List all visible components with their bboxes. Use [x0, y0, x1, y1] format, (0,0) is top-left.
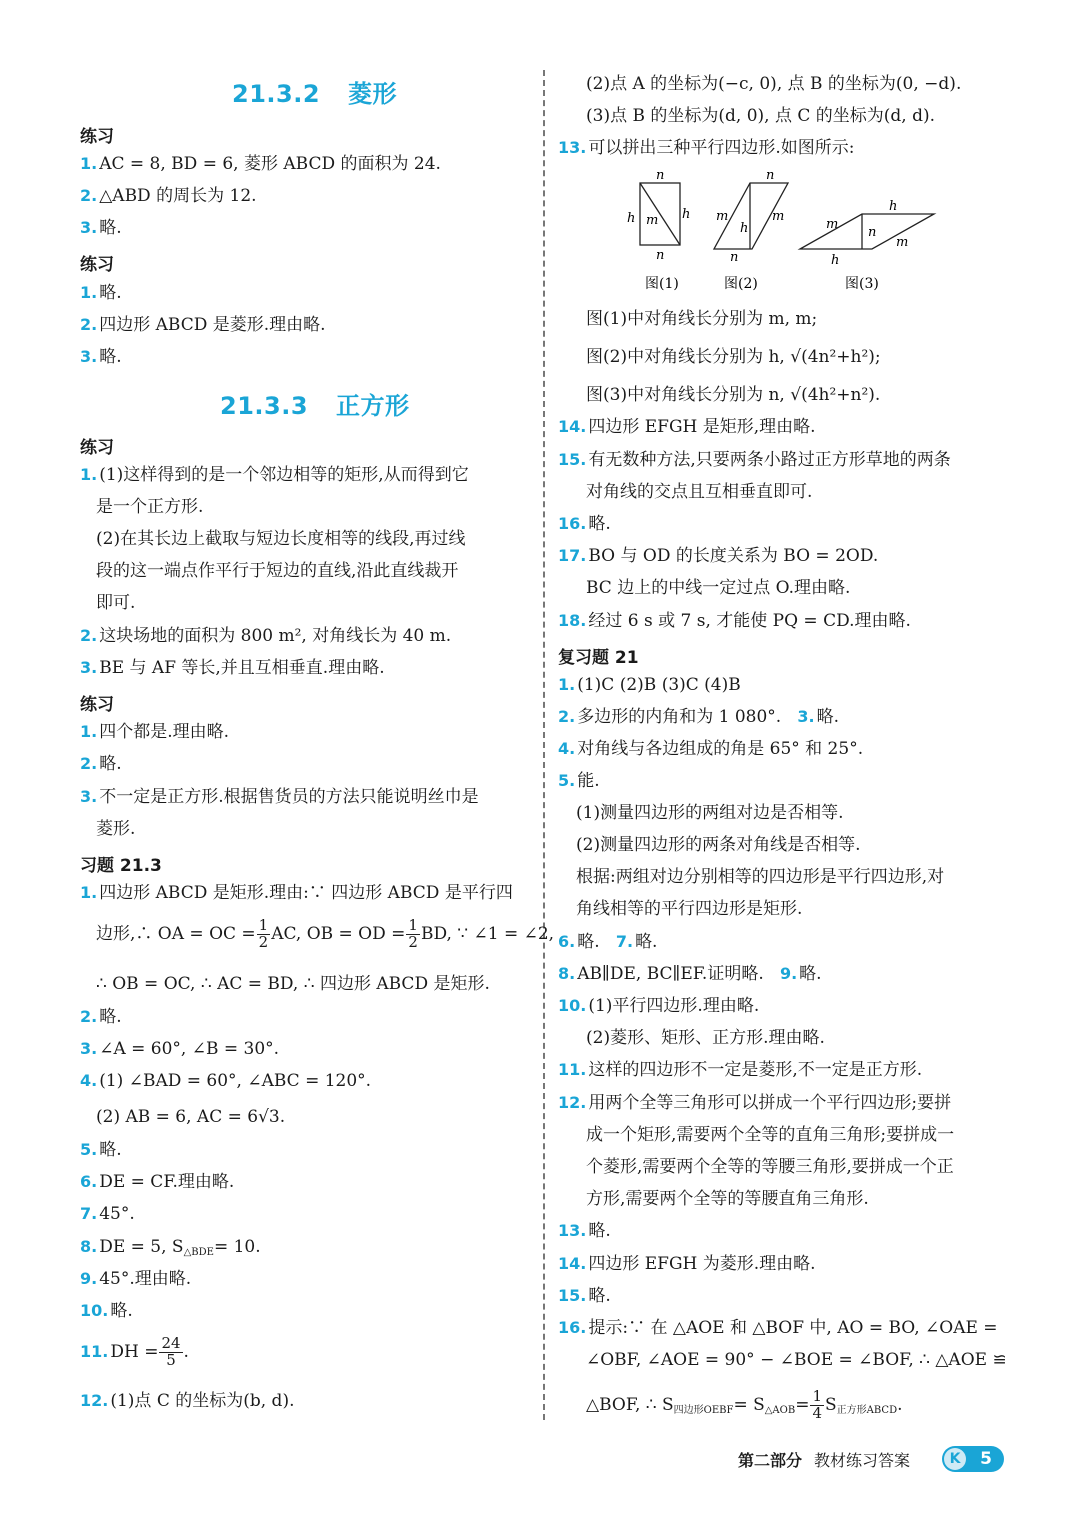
figure3-label-h-top: h — [889, 199, 898, 214]
answer-line: 3. 不一定是正方形.根据售货员的方法只能说明丝巾是 — [80, 787, 479, 807]
section-title-21-3-2: 21.3.2 菱形 — [232, 80, 398, 108]
answer-line: 6. 略. 7. 略. — [558, 932, 658, 952]
answer-line: 2. 略. — [80, 754, 122, 774]
answer-line: 4. 对角线与各边组成的角是 65° 和 25°. — [558, 739, 864, 759]
answer-line: 3. ∠A = 60°, ∠B = 30°. — [80, 1039, 280, 1059]
question-number: 15. — [558, 1286, 587, 1305]
practice-heading: 练习 — [80, 438, 114, 458]
page-number: 5 — [980, 1449, 992, 1469]
question-number: 14. — [558, 417, 587, 436]
figure2-label-m-right: m — [772, 209, 785, 224]
answer-line: 15. 有无数种方法,只要两条小路过正方形草地的两条 — [558, 450, 951, 470]
answer-line: 16. 提示:∵ 在 △AOE 和 △BOF 中, AO = BO, ∠OAE = — [558, 1318, 998, 1338]
parallelogram-figure — [600, 170, 940, 295]
answer-line: 图(1)中对角线长分别为 m, m; — [586, 309, 818, 329]
answer-line: 1. 四个都是.理由略. — [80, 722, 230, 742]
figure1-label-h-right: h — [682, 207, 691, 222]
answer-line: 2. 略. — [80, 1007, 122, 1027]
figure1-label-n-bottom: n — [656, 248, 665, 263]
answer-line: 18. 经过 6 s 或 7 s, 才能使 PQ = CD.理由略. — [558, 611, 911, 631]
answer-line-with-fraction: 11. DH = $\frac{24}{5}$ . — [80, 1334, 189, 1369]
figure2-label-m-left: m — [716, 209, 729, 224]
question-number: 2. — [80, 315, 98, 334]
question-number: 1. — [558, 675, 576, 694]
answer-line: 成一个矩形,需要两个全等的直角三角形;要拼成一 — [586, 1125, 955, 1145]
question-number: 1. — [80, 154, 98, 173]
question-number: 14. — [558, 1254, 587, 1273]
question-number: 3. — [80, 218, 98, 237]
question-number: 9. — [80, 1269, 98, 1288]
answer-line: 4. (1) ∠BAD = 60°, ∠ABC = 120°. — [80, 1071, 372, 1091]
answer-line: 3. BE 与 AF 等长,并且互相垂直.理由略. — [80, 658, 385, 678]
question-number: 11. — [558, 1060, 587, 1079]
answer-line: 5. 能. — [558, 771, 600, 791]
answer-line: 12. 用两个全等三角形可以拼成一个平行四边形;要拼 — [558, 1093, 952, 1113]
answer-line: 2. 四边形 ABCD 是菱形.理由略. — [80, 315, 326, 335]
answer-line: 角线相等的平行四边形是矩形. — [576, 899, 803, 919]
footer-name: 教材练习答案 — [814, 1451, 911, 1470]
practice-heading: 练习 — [80, 255, 114, 275]
question-number: 9. — [779, 964, 798, 983]
figure3-label-n: n — [868, 225, 877, 240]
answer-line: 图(2)中对角线长分别为 h, √(4n²+h²); — [586, 347, 881, 367]
figure3-label-m-left: m — [826, 217, 839, 232]
answer-line: ∴ OB = OC, ∴ AC = BD, ∴ 四边形 ABCD 是矩形. — [96, 974, 490, 994]
answer-line: (1)测量四边形的两组对边是否相等. — [576, 803, 844, 823]
question-number: 10. — [558, 996, 587, 1015]
answer-line: 2. 多边形的内角和为 1 080°. 3. 略. — [558, 707, 840, 727]
question-number: 3. — [80, 787, 98, 806]
question-number: 1. — [80, 722, 98, 741]
exercise-heading: 习题 21.3 — [80, 856, 162, 876]
answer-line: 3. 略. — [80, 347, 122, 367]
question-number: 5. — [558, 771, 576, 790]
answer-line: 8. AB∥DE, BC∥EF.证明略. 9. 略. — [558, 964, 822, 984]
question-number: 17. — [558, 546, 587, 565]
answer-line: ∠OBF, ∠AOE = 90° − ∠BOE = ∠BOF, ∴ △AOE ≌ — [586, 1350, 1007, 1370]
footer-part: 第二部分 — [738, 1451, 803, 1470]
review-heading: 复习题 21 — [558, 648, 639, 668]
answer-line: 2. △ABD 的周长为 12. — [80, 186, 257, 206]
answer-line: 1. 略. — [80, 283, 122, 303]
question-number: 5. — [80, 1140, 98, 1159]
answer-line: 对角线的交点且互相垂直即可. — [586, 482, 813, 502]
answer-line: 17. BO 与 OD 的长度关系为 BO = 2OD. — [558, 546, 879, 566]
answer-line-with-fraction: △BOF, ∴ $S_{四边形OEBF}= S_{\triangle AOB}=$ $\frac{1}{4}$ $S_{正方形ABCD}$. — [586, 1387, 903, 1422]
question-number: 13. — [558, 138, 587, 157]
question-number: 2. — [80, 626, 98, 645]
figure3-label-h-bottom: h — [831, 253, 840, 268]
answer-line: 9. 45°.理由略. — [80, 1269, 192, 1289]
fraction-dh: $\frac{24}{5}$ — [161, 1334, 181, 1369]
column-divider — [543, 70, 545, 1420]
answer-line: 图(3)中对角线长分别为 n, √(4h²+n²). — [586, 385, 881, 405]
practice-heading: 练习 — [80, 695, 114, 715]
question-number: 1. — [80, 465, 98, 484]
question-number: 8. — [558, 964, 576, 983]
figure1-caption: 图(1) — [645, 276, 679, 292]
answer-line-with-fractions: 边形,∴ OA = OC = $\frac{1}{2}$ AC, OB = OD = $\frac{1}{2}$ BD, ∵ ∠1 = ∠2, — [96, 916, 555, 951]
answer-line: (2)点 A 的坐标为(−c, 0), 点 B 的坐标为(0, −d). — [586, 74, 962, 94]
answer-line: 12. (1)点 C 的坐标为(b, d). — [80, 1391, 295, 1411]
question-number: 12. — [558, 1093, 587, 1112]
answer-line: 7. 45°. — [80, 1204, 135, 1224]
question-number: 2. — [558, 707, 576, 726]
figure1-label-h-left: h — [627, 211, 636, 226]
answer-line: 10. 略. — [80, 1301, 133, 1321]
answer-line: 2. 这块场地的面积为 800 m², 对角线长为 40 m. — [80, 626, 452, 646]
question-number: 6. — [558, 932, 576, 951]
answer-line: 10. (1)平行四边形.理由略. — [558, 996, 760, 1016]
question-number: 7. — [80, 1204, 98, 1223]
answer-line: 1. (1)这样得到的是一个邻边相等的矩形,从而得到它 — [80, 465, 469, 485]
section-title-21-3-3: 21.3.3 正方形 — [220, 392, 410, 420]
answer-line: (2)在其长边上截取与短边长度相等的线段,再过线 — [96, 529, 466, 549]
question-number: 2. — [80, 1007, 98, 1026]
question-number: 1. — [80, 283, 98, 302]
question-number: 13. — [558, 1221, 587, 1240]
answer-line: 14. 四边形 EFGH 是矩形,理由略. — [558, 417, 816, 437]
question-number: 3. — [797, 707, 815, 726]
answer-line: 即可. — [96, 593, 136, 613]
answer-line: (2) AB = 6, AC = 6√3. — [96, 1107, 286, 1127]
question-number: 3. — [80, 1039, 98, 1058]
question-number: 18. — [558, 611, 587, 630]
answer-line: 11. 这样的四边形不一定是菱形,不一定是正方形. — [558, 1060, 923, 1080]
answer-line: 16. 略. — [558, 514, 611, 534]
answer-line: (2)测量四边形的两条对角线是否相等. — [576, 835, 861, 855]
answer-line: 方形,需要两个全等的等腰直角三角形. — [586, 1189, 869, 1209]
answer-line-with-subscript: 8. DE = 5, $S_{\triangle BDE}= 10$. — [80, 1237, 261, 1258]
question-number: 4. — [80, 1071, 98, 1090]
question-number: 2. — [80, 186, 98, 205]
figure2-label-n-top: n — [766, 170, 775, 183]
question-number: 7. — [615, 932, 634, 951]
page-number-badge — [942, 1446, 1004, 1472]
figure1-label-m: m — [646, 213, 659, 228]
question-number: 12. — [80, 1391, 109, 1410]
question-number: 16. — [558, 514, 587, 533]
answer-line: 1. AC = 8, BD = 6, 菱形 ABCD 的面积为 24. — [80, 154, 441, 174]
question-number: 4. — [558, 739, 576, 758]
answer-line: 菱形. — [96, 819, 136, 839]
answer-line: 3. 略. — [80, 218, 122, 238]
question-number: 3. — [80, 658, 98, 677]
question-number: 1. — [80, 883, 98, 902]
answer-line: 14. 四边形 EFGH 为菱形.理由略. — [558, 1254, 816, 1274]
fraction-half: $\frac{1}{2}$ — [258, 916, 269, 951]
answer-line: 1. 四边形 ABCD 是矩形.理由:∵ 四边形 ABCD 是平行四 — [80, 883, 513, 903]
question-number: 6. — [80, 1172, 98, 1191]
answer-line: 是一个正方形. — [96, 497, 204, 517]
figure3-parallelogram — [800, 214, 934, 249]
page-footer — [738, 1448, 910, 1471]
fraction-half: $\frac{1}{2}$ — [408, 916, 418, 951]
answer-line: 根据:两组对边分别相等的四边形是平行四边形,对 — [576, 867, 945, 887]
question-number: 10. — [80, 1301, 109, 1320]
question-number: 8. — [80, 1237, 98, 1256]
answer-line: (3)点 B 的坐标为(d, 0), 点 C 的坐标为(d, d). — [586, 106, 936, 126]
answer-line: 1. (1)C (2)B (3)C (4)B — [558, 675, 741, 695]
question-number: 15. — [558, 450, 587, 469]
answer-line: 15. 略. — [558, 1286, 611, 1306]
fraction-quarter: $\frac{1}{4}$ — [812, 1387, 822, 1422]
figure2-label-n-bottom: n — [730, 250, 739, 265]
figure3-caption: 图(3) — [845, 276, 879, 292]
answer-line: BC 边上的中线一定过点 O.理由略. — [586, 578, 851, 598]
figure2-label-h: h — [740, 221, 749, 236]
question-number: 3. — [80, 347, 98, 366]
answer-line: 段的这一端点作平行于短边的直线,沿此直线裁开 — [96, 561, 459, 581]
k-logo: K — [944, 1448, 966, 1470]
answer-line: 13. 略. — [558, 1221, 611, 1241]
answer-line: 5. 略. — [80, 1140, 122, 1160]
practice-heading: 练习 — [80, 127, 114, 147]
question-number: 11. — [80, 1341, 109, 1361]
figure3-label-m-right: m — [896, 235, 909, 250]
figure2-caption: 图(2) — [724, 276, 758, 292]
answer-line: 6. DE = CF.理由略. — [80, 1172, 235, 1192]
answer-line: (2)菱形、矩形、正方形.理由略. — [586, 1028, 825, 1048]
figure1-label-n-top: n — [656, 170, 665, 183]
answer-line: 13. 可以拼出三种平行四边形.如图所示: — [558, 138, 855, 158]
question-number: 2. — [80, 754, 98, 773]
question-number: 16. — [558, 1318, 587, 1337]
answer-line: 个菱形,需要两个全等的等腰三角形,要拼成一个正 — [586, 1157, 954, 1177]
